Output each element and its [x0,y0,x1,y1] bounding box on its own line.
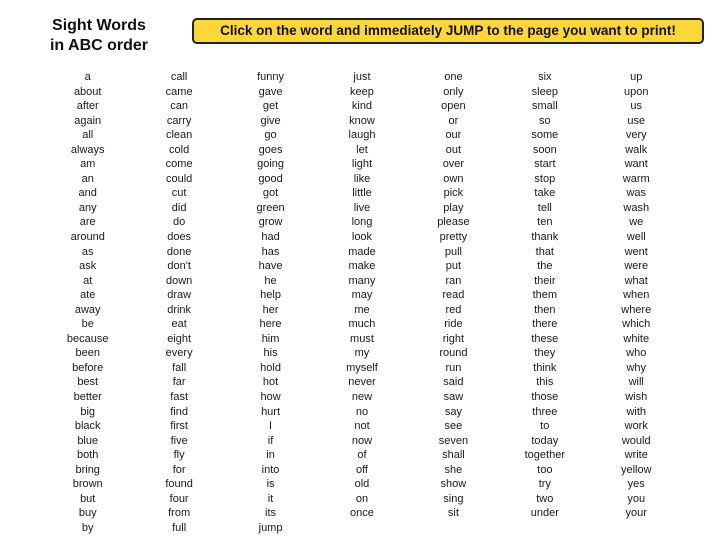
word-link[interactable]: would [621,434,651,447]
word-link[interactable]: found [165,478,193,491]
word-link[interactable]: want [624,158,648,171]
word-link[interactable]: had [261,231,280,244]
word-link[interactable]: wash [623,201,650,214]
word-link[interactable]: go [264,129,277,142]
word-link[interactable]: hold [260,361,281,374]
word-link[interactable]: white [623,332,650,345]
word-link[interactable]: blue [77,434,99,447]
word-link[interactable]: shall [442,449,465,462]
word-link[interactable]: as [81,245,94,258]
word-link[interactable]: two [536,492,554,505]
word-link[interactable]: together [524,449,565,462]
word-link[interactable]: both [77,449,99,462]
word-link[interactable]: many [348,274,376,287]
word-link[interactable]: red [445,303,462,316]
word-link[interactable]: our [445,129,462,142]
word-link[interactable]: much [348,318,376,331]
word-link[interactable]: long [351,216,373,229]
word-link[interactable]: ask [79,260,97,273]
word-link[interactable]: good [258,172,283,185]
word-link[interactable]: away [74,303,101,316]
word-link[interactable]: don't [167,260,191,273]
word-link[interactable]: before [72,361,104,374]
word-link[interactable]: cut [171,187,187,200]
word-link[interactable]: open [441,100,466,113]
word-link[interactable]: round [439,347,468,360]
word-link[interactable]: run [445,361,462,374]
word-link[interactable]: was [626,187,647,200]
word-link[interactable]: live [353,201,371,214]
word-link[interactable]: eight [167,332,192,345]
word-link[interactable]: thank [531,231,559,244]
word-link[interactable]: get [262,100,279,113]
word-link[interactable]: no [355,405,369,418]
word-link[interactable]: an [81,172,94,185]
word-link[interactable]: a [84,71,91,83]
word-link[interactable]: walk [625,143,648,156]
word-column-1 [42,70,133,536]
word-link[interactable]: and [78,187,97,200]
word-link[interactable]: how [260,391,281,404]
word-link[interactable]: call [170,71,188,83]
word-link[interactable]: me [354,303,370,316]
word-link[interactable]: ran [445,274,462,287]
word-link[interactable]: write [624,449,648,462]
word-link[interactable]: every [165,347,193,360]
word-link[interactable]: kind [351,100,373,113]
word-link[interactable]: find [170,405,188,418]
word-link[interactable]: first [170,420,188,433]
word-link[interactable]: six [538,71,552,83]
word-link[interactable]: fly [173,449,185,462]
word-link[interactable]: stop [534,172,556,185]
word-link[interactable]: let [356,143,368,156]
word-link[interactable]: like [353,172,371,185]
word-link[interactable]: up [630,71,643,83]
word-link[interactable]: fast [170,391,188,404]
word-link[interactable]: they [534,347,556,360]
word-link[interactable]: got [262,187,279,200]
word-link[interactable]: make [348,260,376,273]
word-link[interactable]: far [172,376,186,389]
word-link[interactable]: its [265,507,277,520]
word-column-6 [499,70,590,536]
word-link[interactable]: this [536,376,554,389]
word-link[interactable]: sing [443,492,464,505]
word-link[interactable]: what [624,274,648,287]
word-link[interactable]: big [80,405,96,418]
word-link[interactable]: work [624,420,648,433]
word-link[interactable]: too [537,463,553,476]
word-link[interactable]: I [269,420,273,433]
word-link[interactable]: to [540,420,550,433]
word-link[interactable]: funny [257,71,285,83]
word-link[interactable]: pick [443,187,464,200]
word-link[interactable]: give [260,114,281,127]
word-link[interactable]: put [445,260,462,273]
word-link[interactable]: bring [75,463,100,476]
word-link[interactable]: jump [258,521,283,534]
word-link[interactable]: did [171,201,187,214]
word-link[interactable]: only [443,85,464,98]
word-link[interactable]: when [623,289,650,302]
word-link[interactable]: there [532,318,558,331]
word-link[interactable]: made [348,245,376,258]
word-link[interactable]: four [169,492,189,505]
word-link[interactable]: today [531,434,559,447]
word-link[interactable]: their [534,274,556,287]
word-link[interactable]: is [266,478,275,491]
word-link[interactable]: be [81,318,94,331]
word-columns [42,70,682,536]
word-link[interactable]: or [448,114,459,127]
word-link[interactable]: are [79,216,96,229]
page-title [44,16,154,56]
word-link[interactable]: were [624,260,649,273]
word-link[interactable]: look [351,231,373,244]
word-link[interactable]: not [354,420,370,433]
word-link[interactable]: green [256,201,285,214]
word-link[interactable]: under [530,507,559,520]
word-link[interactable]: from [168,507,191,520]
word-link[interactable]: cold [169,143,190,156]
word-link[interactable]: all [82,129,94,142]
page-title-line1: Sight Words [52,17,146,34]
word-link[interactable]: keep [350,85,374,98]
word-link[interactable]: about [73,85,102,98]
word-link[interactable]: use [627,114,646,127]
word-link[interactable]: drink [167,303,192,316]
word-link[interactable]: your [625,507,647,520]
word-column-5 [408,70,499,536]
word-link[interactable]: upon [624,85,649,98]
word-link[interactable]: at [83,274,93,287]
word-link[interactable]: help [260,289,281,302]
word-link[interactable]: must [350,332,374,345]
word-link[interactable]: then [534,303,556,316]
word-link[interactable]: but [80,492,96,505]
word-link[interactable]: now [351,434,373,447]
word-link[interactable]: take [534,187,556,200]
word-link[interactable]: eat [171,318,187,331]
word-link[interactable]: may [351,289,373,302]
word-link[interactable]: own [443,172,464,185]
word-link[interactable]: by [81,521,94,534]
word-link[interactable]: because [66,332,109,345]
word-link[interactable]: ten [537,216,553,229]
word-link[interactable]: read [442,289,465,302]
word-link[interactable]: try [538,478,551,491]
word-column-4 [316,70,407,536]
word-link[interactable]: buy [78,507,97,520]
word-link[interactable]: wish [625,391,648,404]
word-link[interactable]: down [165,274,193,287]
jump-instruction-banner: Click on the word and immediately JUMP to the page you want to print! [192,18,704,44]
word-link[interactable]: which [622,318,651,331]
word-link[interactable]: ate [80,289,96,302]
word-link[interactable]: yes [627,478,645,491]
word-link[interactable]: why [626,361,647,374]
word-link[interactable]: could [165,172,193,185]
word-link[interactable]: very [625,129,647,142]
word-link[interactable]: just [353,71,371,83]
word-link[interactable]: start [534,158,556,171]
word-link[interactable]: him [261,332,280,345]
word-link[interactable]: will [628,376,644,389]
word-link[interactable]: around [70,231,105,244]
word-link[interactable]: them [532,289,558,302]
word-link[interactable]: on [355,492,369,505]
word-link[interactable]: came [165,85,193,98]
word-link[interactable]: yellow [620,463,652,476]
word-link[interactable]: small [531,100,558,113]
word-column-3 [225,70,316,536]
word-link[interactable]: do [173,216,186,229]
word-link[interactable]: these [531,332,559,345]
word-link[interactable]: better [73,391,102,404]
word-link[interactable]: say [444,405,462,418]
word-link[interactable]: play [443,201,464,214]
word-link[interactable]: the [537,260,553,273]
word-link[interactable]: five [170,434,188,447]
word-link[interactable]: us [630,100,643,113]
word-link[interactable]: old [354,478,370,491]
word-link[interactable]: three [532,405,558,418]
word-link[interactable]: sit [447,507,459,520]
word-link[interactable]: she [444,463,463,476]
word-link[interactable]: hurt [261,405,281,418]
word-link[interactable]: over [442,158,465,171]
word-link[interactable]: that [535,245,554,258]
word-link[interactable]: ride [444,318,463,331]
word-link[interactable]: once [350,507,374,520]
word-link[interactable]: goes [258,143,283,156]
word-link[interactable]: fall [172,361,187,374]
word-link[interactable]: right [442,332,465,345]
word-link[interactable]: some [531,129,559,142]
word-link[interactable]: any [78,201,97,214]
word-link[interactable]: so [539,114,551,127]
word-link[interactable]: it [267,492,274,505]
word-link[interactable]: again [74,114,102,127]
word-link[interactable]: think [533,361,557,374]
word-link[interactable]: tell [537,201,552,214]
word-link[interactable]: off [355,463,368,476]
word-link[interactable]: you [627,492,646,505]
word-link[interactable]: in [266,449,275,462]
word-link[interactable]: said [443,376,464,389]
word-link[interactable]: has [261,245,280,258]
word-link[interactable]: her [262,303,279,316]
word-link[interactable]: done [166,245,192,258]
word-link[interactable]: carry [166,114,192,127]
word-link[interactable]: know [349,114,375,127]
word-link[interactable]: have [258,260,283,273]
word-link[interactable]: well [626,231,646,244]
word-link[interactable]: pull [444,245,462,258]
word-link[interactable]: out [445,143,462,156]
word-link[interactable]: those [531,391,559,404]
word-link[interactable]: can [170,100,188,113]
word-link[interactable]: see [444,420,463,433]
word-link[interactable]: show [440,478,467,491]
word-link[interactable]: black [74,420,101,433]
word-link[interactable]: laugh [348,129,376,142]
word-link[interactable]: little [352,187,372,200]
word-link[interactable]: warm [622,172,650,185]
word-link[interactable]: into [261,463,280,476]
word-link[interactable]: grow [258,216,283,229]
word-link[interactable]: went [624,245,648,258]
word-link[interactable]: light [351,158,373,171]
word-link[interactable]: if [267,434,274,447]
word-link[interactable]: always [70,143,105,156]
word-link[interactable]: gave [258,85,283,98]
word-link[interactable]: been [75,347,100,360]
word-link[interactable]: saw [443,391,464,404]
word-link[interactable]: hot [262,376,279,389]
word-link[interactable]: for [172,463,186,476]
word-link[interactable]: who [626,347,647,360]
word-link[interactable]: full [172,521,187,534]
word-link[interactable]: best [77,376,99,389]
word-column-2 [133,70,224,536]
word-link[interactable]: pretty [439,231,468,244]
word-link[interactable]: come [165,158,193,171]
word-link[interactable]: of [357,449,367,462]
word-link[interactable]: here [259,318,282,331]
word-link[interactable]: seven [438,434,469,447]
word-link[interactable]: where [621,303,652,316]
word-link[interactable]: my [354,347,370,360]
word-link[interactable]: he [264,274,277,287]
word-link[interactable]: sleep [531,85,558,98]
word-link[interactable]: after [76,100,99,113]
word-link[interactable]: soon [532,143,557,156]
word-link[interactable]: we [629,216,644,229]
word-link[interactable]: draw [167,289,192,302]
word-column-7 [591,70,682,536]
word-link[interactable]: one [444,71,463,83]
word-link[interactable]: his [263,347,278,360]
word-link[interactable]: does [167,231,192,244]
page-title-line2: in ABC order [49,37,149,54]
word-link[interactable]: with [626,405,647,418]
word-link[interactable]: myself [346,361,378,374]
word-link[interactable]: new [351,391,373,404]
word-link[interactable]: am [80,158,96,171]
word-link[interactable]: never [348,376,376,389]
word-link[interactable]: clean [165,129,193,142]
word-link[interactable]: please [437,216,470,229]
word-link[interactable]: brown [72,478,103,491]
word-link[interactable]: going [257,158,285,171]
